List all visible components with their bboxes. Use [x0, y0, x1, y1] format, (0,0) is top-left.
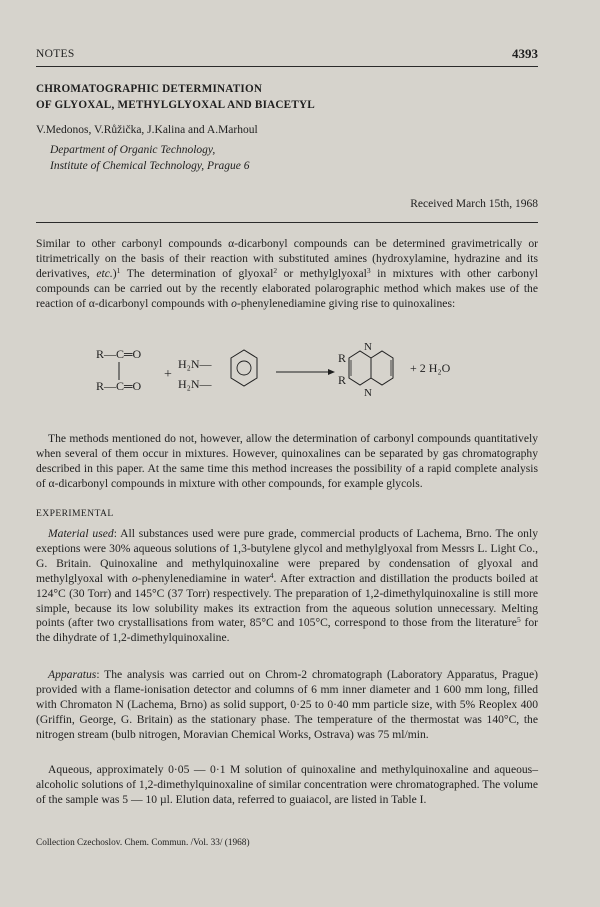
author-list: V.Medonos, V.Růžička, J.Kalina and A.Marhoul — [36, 124, 258, 136]
materials-label: Material used — [48, 527, 114, 540]
page-number: 4393 — [512, 46, 538, 61]
amine-top: H₂N— — [178, 357, 212, 371]
methods-paragraph: The methods mentioned do not, however, allow the determination of carbonyl compounds quantitatively when several of them occur in mixtures. However, quinoxalines can be separated by gas chromatography described in this paper. At the same time this method increases the possibility of a rapid complete analysis of α-dicarbonyl compounds in mixture with other compounds, for example glycols. — [36, 432, 538, 490]
ref-4: 4 — [269, 570, 274, 580]
water-byproduct: + 2 H₂O — [410, 361, 451, 375]
pyrazine-ring — [349, 351, 371, 385]
benzene-ring — [231, 350, 257, 386]
apparatus-paragraph: Apparatus: The analysis was carried out on Chrom-2 chromatograph (Laboratory Apparatus, Prague) provided with a flame-ionisation detector and columns of 6 mm inner diameter and 1 600 mm long, filled with Chromaton N (Lachema, Brno) as solid support, 0·25 to 0·40 mm particle size, with 5% Reoplex 400 (Griffin, George, G. Britain) as the stationary phase. The temperature of the thermostat was 140°C, the nitrogen stream (bulb nitrogen, Moravian Chemical Works, Ostrava) was 75 ml/min. — [36, 668, 538, 741]
section-heading-experimental: EXPERIMENTAL — [36, 508, 114, 519]
running-header — [36, 48, 538, 66]
apparatus-label: Apparatus — [48, 668, 97, 681]
ref-5: 5 — [516, 615, 521, 625]
journal-footer: Collection Czechoslov. Chem. Commun. /Vol. 33/ (1968) — [36, 838, 250, 848]
abstract-rule — [36, 222, 538, 223]
product-r-top: R — [338, 351, 347, 365]
nitrogen-bottom: N — [364, 387, 372, 399]
arrow-head — [328, 369, 335, 375]
reaction-scheme — [92, 340, 472, 416]
amine-bottom: H₂N— — [178, 377, 212, 391]
affiliation — [50, 142, 250, 174]
reactant-bottom-carbonyl: R—C═O — [96, 379, 142, 393]
affiliation-line-1: Department of Organic Technology, — [50, 144, 216, 156]
nitrogen-top: N — [364, 341, 372, 353]
aromatic-circle — [237, 361, 251, 375]
article-title — [36, 82, 315, 113]
ref-2: 2 — [273, 265, 278, 275]
title-line-2: OF GLYOXAL, METHYLGLYOXAL AND BIACETYL — [36, 98, 315, 111]
samples-paragraph: Aqueous, approximately 0·05 — 0·1 M solution of quinoxaline and methylquinoxaline and aqueous–alcoholic solutions of 1,2-dimethylquinoxaline of similar concentration were chromatographed. The volume of the sample was 5 — 10 µl. Elution data, referred to guaiacol, are listed in Table I. — [36, 763, 538, 806]
title-line-1: CHROMATOGRAPHIC DETERMINATION — [36, 83, 263, 95]
ref-1: 1 — [116, 265, 121, 275]
affiliation-line-2: Institute of Chemical Technology, Prague 6 — [50, 160, 250, 172]
section-label: NOTES — [36, 48, 75, 60]
received-date: Received March 15th, 1968 — [410, 198, 538, 210]
product-r-bottom: R — [338, 373, 347, 387]
reactant-top-carbonyl: R—C═O — [96, 347, 142, 361]
plus-sign: + — [164, 367, 172, 382]
header-rule — [36, 66, 538, 67]
intro-paragraph: Similar to other carbonyl compounds α-dicarbonyl compounds can be determined gravimetrically or titrimetrically on the basis of their reaction with substituted amines (hydroxylamine, hydrazine and its derivatives, etc.)$^1$ The determination of glyoxal$^2$ or methylglyoxal$^3$ in mixtures with other carbonyl compounds can be carried out by the recently elaborated polarographic method which makes use of the reaction of α-dicarbonyl compounds with o-phenylenediamine giving rise to quinoxalines: — [36, 237, 539, 310]
ref-3: 3 — [366, 265, 371, 275]
materials-paragraph: Material used: All substances used were pure grade, commercial products of Lachema, Brno. The only exeptions were 30% aqueous solutions of 1,3-butylene glycol and methylglyoxal from Messrs L. Light Co., G. Britain. Quinoxaline and methylquinoxaline were prepared by condensation of glyoxal and methylglyoxal with o-phenylenediamine in water$^4$. After extraction and distillation the products boiled at 124°C (30 Torr) and 145°C (37 Torr) respectively. The preparation of 1,2-dimethylquinoxaline is still more simple, because its low solubility makes its extraction from the aqueous solution unnecessary. Melting points (after two crystallisations from water, 85°C and 105°C, correspond to those from the literature$^5$ for the dihydrate of 1,2-dimethylquinoxaline. — [36, 527, 538, 645]
fused-benzene-ring — [371, 351, 393, 385]
